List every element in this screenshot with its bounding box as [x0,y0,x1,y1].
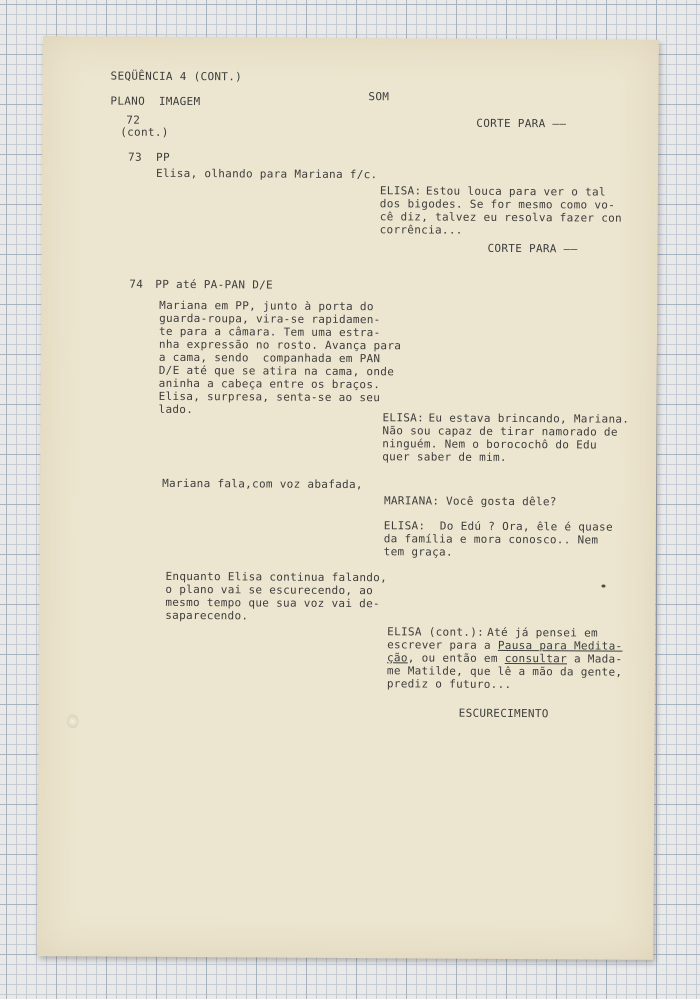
transition-escurecimento: ESCURECIMENTO [458,706,549,721]
dialogue-line: cê diz, talvez eu resolva fazer con [379,210,623,225]
dialogue-line: Estou louca para ver o tal [425,184,606,199]
column-header-plano-imagem: PLANO IMAGEM [110,94,201,109]
image-description: a cama, sendo companhada em PAN [158,350,381,366]
transition-corte-para: CORTE PARA —— [487,241,578,256]
dialogue-fragment: escrever para a [387,638,498,652]
shot-cont: (cont.) [120,125,169,139]
dialogue-line: da família e mora conosco.. Nem [383,532,599,547]
image-description: aninha a cabeça entre os braços. [158,376,381,392]
dialogue-line: ninguém. Nem o borocochô do Edu [382,437,597,452]
shot-number: 74 [129,277,144,291]
column-header-som: SOM [368,90,390,104]
dialogue-speaker: ELISA: [383,519,426,533]
dialogue-speaker: ELISA: [382,411,425,425]
image-description: lado. [158,402,194,417]
underlined-title: ção [386,651,408,665]
dialogue-line: Até já pensei em [487,625,598,640]
dialogue-fragment: a Mada- [566,652,623,666]
shot-framing: PP [156,150,170,164]
underlined-title: Pausa para Medita- [497,638,623,653]
dialogue-line: prediz o futuro... [386,677,512,692]
image-description: nha expressão no rosto. Avança para [158,337,402,353]
dialogue-line: corrência... [379,223,463,237]
underlined-word: consultar [504,651,568,666]
dialogue-speaker: ELISA: [379,184,422,198]
ink-spot [601,585,605,588]
dialogue-line: Não sou capaz de tirar namorado de [382,424,618,439]
dialogue-line: Do Edú ? Ora, êle é quase [439,519,613,534]
image-description: Elisa, surpresa, senta-se ao seu [158,389,381,405]
shot-number: 72 [126,113,141,127]
image-description: mesmo tempo que sua voz vai de- [165,595,381,611]
dialogue-speaker: MARIANA: [383,494,440,508]
dialogue-line: me Matilde, que lê a mão da gente, [386,664,623,679]
image-description: o plano vai se escurecendo, ao [165,582,374,598]
typewritten-script-page [37,36,659,960]
image-description: guarda-roupa, vira-se rapidamen- [159,311,381,327]
hole-punch-mark [67,714,79,728]
shot-framing: PP até PA-PAN D/E [155,277,274,292]
dialogue-fragment: , ou então em [407,651,505,665]
dialogue-line: dos bigodes. Se for mesmo como vo- [379,197,616,212]
shot-number: 73 [128,150,142,164]
sequence-heading: SEQÜÊNCIA 4 (CONT.) [110,69,243,84]
transition-corte-para: CORTE PARA —— [476,116,567,131]
image-description: D/E até que se atira na cama, onde [158,363,395,379]
dialogue-line: tem graça. [383,545,453,559]
dialogue-line: Você gosta dêle? [445,494,557,509]
image-description: te para a câmara. Tem uma estra- [158,324,381,340]
image-description: saparecendo. [165,608,249,623]
image-description: Mariana fala,com voz abafada, [162,476,363,492]
image-description: Elisa, olhando para Mariana f/c. [155,166,378,182]
image-description: Enquanto Elisa continua falando, [165,569,388,585]
image-description: Mariana em PP, junto à porta do [159,298,374,314]
dialogue-speaker: ELISA (cont.): [387,625,485,639]
dialogue-line: Eu estava brincando, Mariana. [428,411,630,426]
dialogue-line: quer saber de mim. [382,450,507,464]
